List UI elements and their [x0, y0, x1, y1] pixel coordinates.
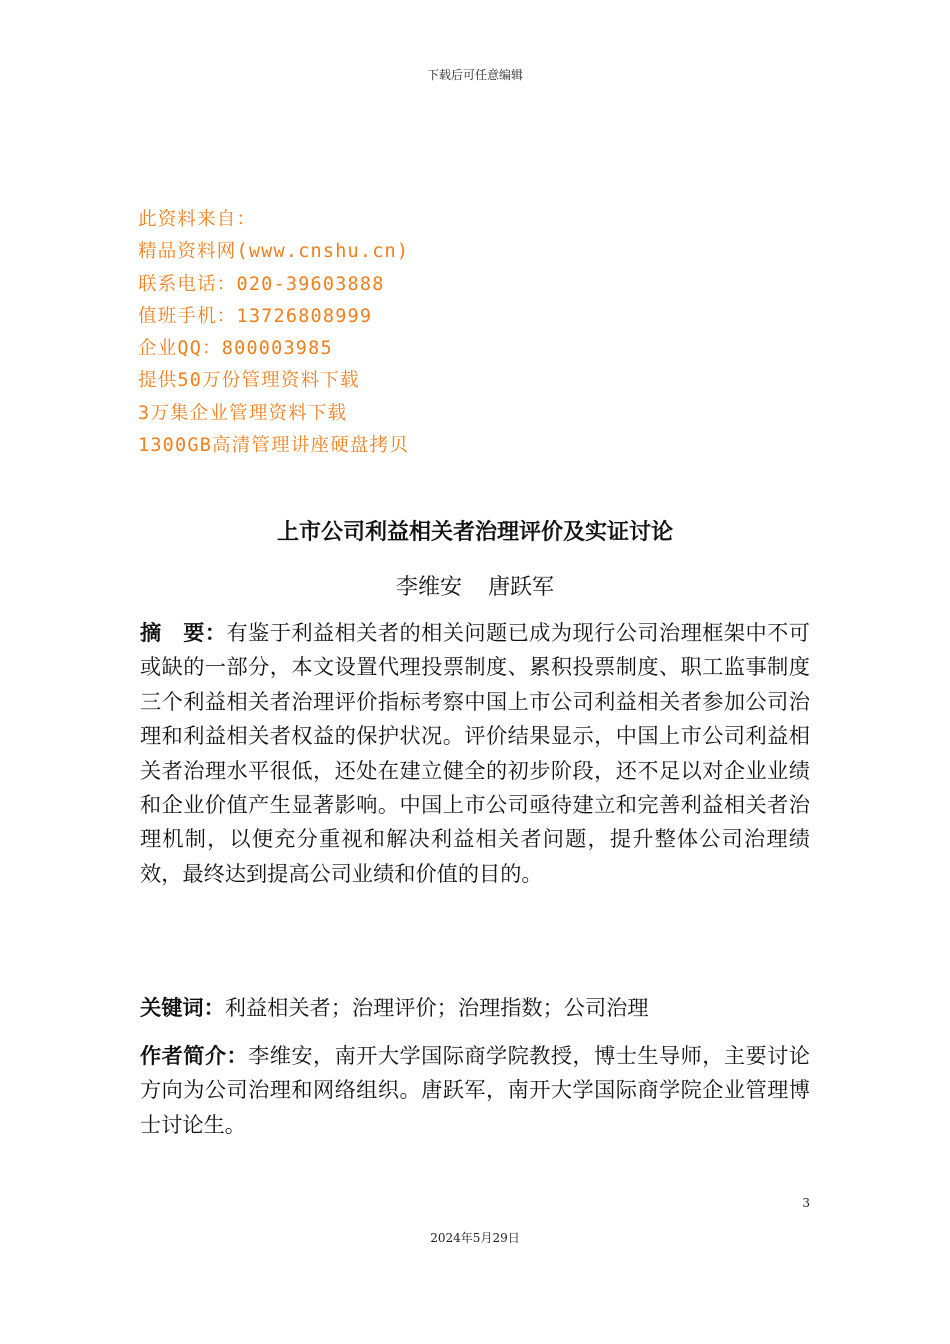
source-info-line: 1300GB高清管理讲座硬盘拷贝 [138, 435, 410, 457]
author-intro-text: 李维安，南开大学国际商学院教授，博士生导师，主要讨论方向为公司治理和网络组织。唐跃军，南开大学国际商学院企业管理博士讨论生。 [140, 1043, 810, 1137]
abstract-text: 有鉴于利益相关者的相关问题已成为现行公司治理框架中不可或缺的一部分，本文设置代理投票制度、累积投票制度、职工监事制度三个利益相关者治理评价指标考察中国上市公司利益相关者参加公司治理和利益相关者权益的保护状况。评价结果显示，中国上市公司利益相关者治理水平很低，还处在建立健全的初步阶段，还不足以对企业业绩和企业价值产生显著影响。中国上市公司亟待建立和完善利益相关者治理机制，以便充分重视和解决利益相关者问题，提升整体公司治理绩效，最终达到提高公司业绩和价值的目的。 [140, 620, 810, 886]
keywords-text: 利益相关者；治理评价；治理指数；公司治理 [224, 995, 649, 1020]
source-info-line: 联系电话：020-39603888 [138, 273, 385, 295]
source-info-line: 此资料来自： [138, 209, 257, 230]
author-intro-label: 作者简介： [140, 1043, 249, 1068]
page-footer-date: 2024年5月29日 [430, 1231, 520, 1245]
author-name: 李维安 [395, 575, 462, 600]
page-header: 下载后可任意编辑 [426, 68, 523, 82]
source-info-line: 提供50万份管理资料下载 [138, 370, 360, 392]
page-number: 3 [802, 1196, 810, 1210]
source-info-line: 精品资料网(www.cnshu.cn) [138, 241, 410, 263]
author-name: 唐跃军 [488, 575, 555, 600]
article-title: 上市公司利益相关者治理评价及实证讨论 [276, 520, 673, 545]
source-info-line: 值班手机：13726808999 [138, 305, 373, 327]
abstract-label: 摘 要： [140, 620, 227, 645]
author-intro-paragraph [140, 1039, 810, 1142]
abstract-paragraph [140, 616, 810, 891]
source-info-block [138, 204, 838, 462]
keywords-label: 关键词： [140, 995, 225, 1020]
source-info-line: 3万集企业管理资料下载 [138, 402, 348, 424]
article-authors [0, 570, 950, 601]
keywords-paragraph [140, 991, 810, 1025]
source-info-line: 企业QQ：800003985 [138, 338, 333, 360]
